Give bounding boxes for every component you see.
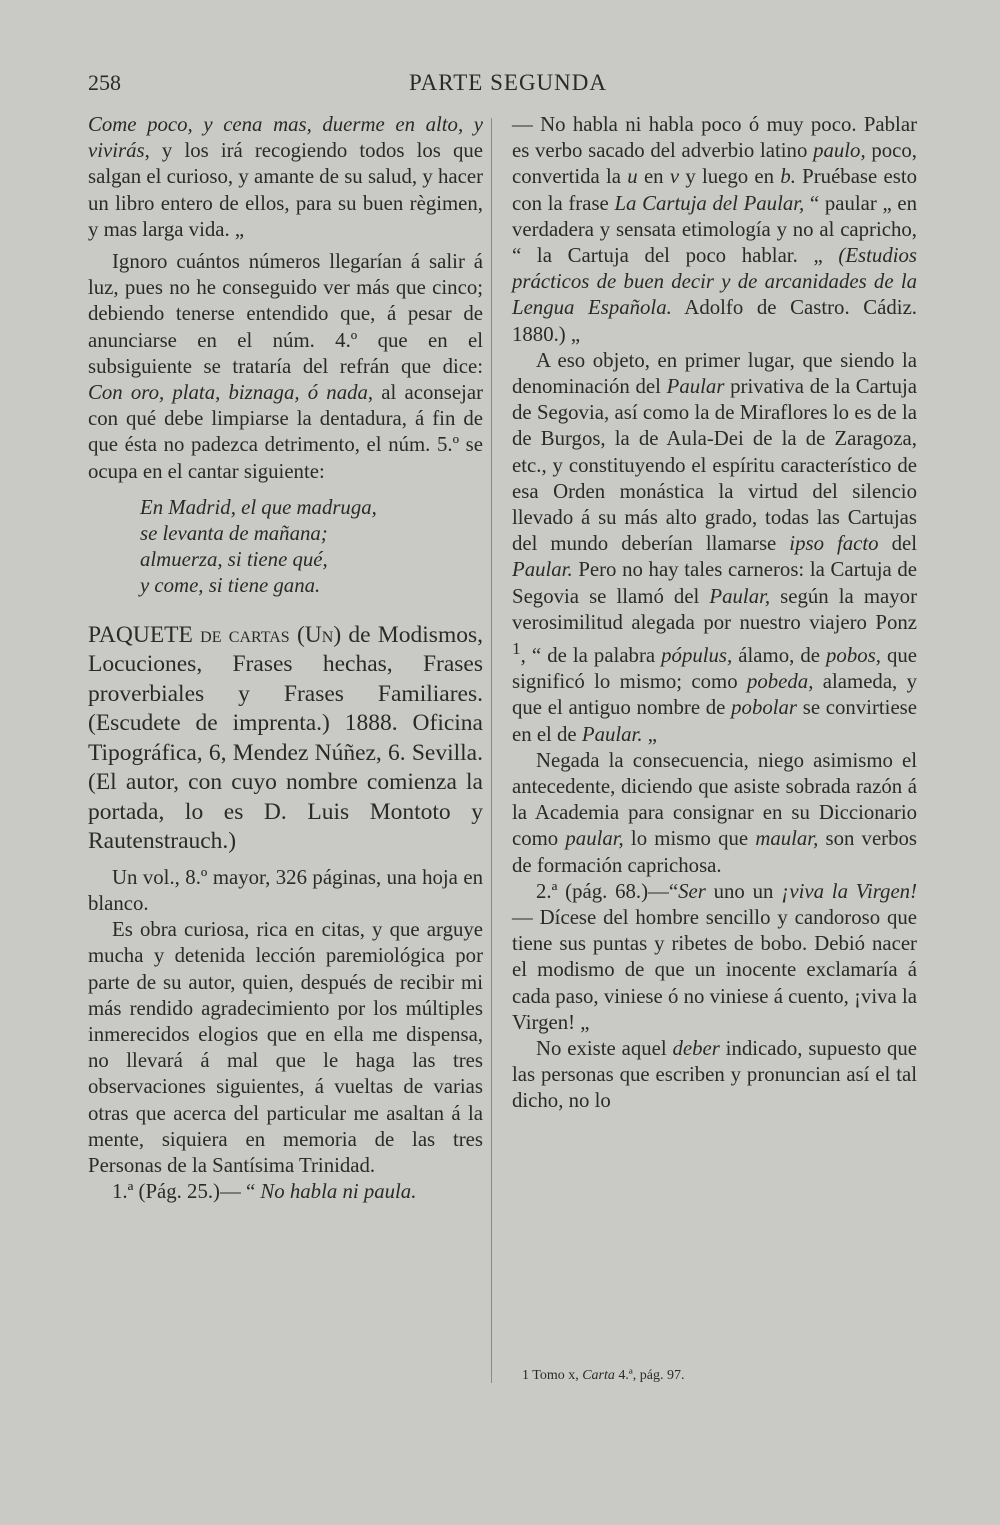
italic-text: Paular, <box>709 584 771 608</box>
column-divider <box>491 118 492 1383</box>
text-span: Ignoro cuántos números llegarían á salir á luz, pues no he conseguido ver más que cinco; debiendo tenerse entendido que, á pesar de anunciarse en el núm. 4.º que en el subsiguiente se trataría del refrán que dice: <box>88 250 483 378</box>
italic-text: b. <box>780 165 796 189</box>
italic-text: paular, <box>565 827 624 851</box>
paragraph <box>512 348 917 748</box>
left-column <box>88 112 483 1205</box>
footnote <box>522 1368 684 1384</box>
text-span: 1.ª (Pág. 25.)— “ <box>112 1180 261 1204</box>
paragraph <box>512 879 917 1036</box>
italic-text: Paular. <box>581 722 643 746</box>
paragraph <box>512 112 917 348</box>
text-span: son verbos de formación caprichosa. <box>512 827 917 877</box>
verse-block <box>140 495 483 599</box>
page-header <box>88 70 928 104</box>
text-span: 4.ª, pág. 97. <box>614 1368 685 1383</box>
italic-text: pópulus, <box>661 643 733 667</box>
italic-text: Carta <box>582 1368 615 1383</box>
text-span: se convirtiese en el de <box>512 696 918 746</box>
text-span: y luego en <box>679 165 781 189</box>
paragraph: Es obra curiosa, rica en citas, y que arguye mucha y detenida lección paremiológica por parte de su autor, quien, después de recibir mi más rendido agradecimiento por los múltiples inmerecidos elogios que en ella me dispensa, no llevará á mal que le haga las tres observaciones siguientes, á vueltas de varias otras que acerca del particular me asaltan á la mente, siquiera en memoria de las tres Personas de la Santísima Trinidad. <box>88 918 483 1178</box>
paragraph <box>88 112 483 243</box>
paragraph <box>88 1179 483 1205</box>
text-span: „ <box>642 722 657 746</box>
verse-line: En Madrid, el que madruga, <box>140 495 377 519</box>
italic-text: Ser <box>678 879 706 903</box>
italic-text: Con oro, plata, biznaga, ó nada <box>88 381 368 405</box>
italic-text: Paular <box>666 375 725 399</box>
text-span: del <box>878 532 918 556</box>
text-span: Negada la consecuencia, niego asimismo el antecedente, diciendo que asiste sobrada razón á la Academia para consignar en su Diccionario como <box>512 748 917 851</box>
italic-text: Paular. <box>512 558 573 582</box>
text-span: privativa de la Cartuja de Segovia, así como la de Miraflores lo es de la de Burgos, la de Aula-Dei de la de Zaragoza, etc., y constituyendo el espíritu característico de esa Orden monástica la virtud del silencio llevado á su más alto grado, todas las Cartujas del mundo deberían llamarse <box>512 375 917 556</box>
text-span: , al aconsejar con qué debe limpiarse la dentadura, á fin de que ésta no padezca detrimento, el núm. 5.º se ocupa en el cantar siguiente: <box>88 381 483 483</box>
text-span: ) de Modismos, Locuciones, Frases hechas, Frases proverbiales y Frases Familiares. (Escudete de imprenta.) 1888. Oficina Tipográfica, 6, Mendez Núñez, 6. Sevilla. (El autor, con cuyo nombre comienza la portada, lo es D. Luis Montoto y Rautenstrauch.) <box>88 621 483 855</box>
italic-text: pobeda, <box>746 670 814 694</box>
text-span: lo mismo que <box>623 827 756 851</box>
italic-text: (Estudios prácticos de buen decir y de arcanidades de la Lengua Española. <box>512 244 917 320</box>
text-span: poco, convertida la <box>512 139 917 189</box>
verse-line: y come, si tiene gana. <box>140 573 321 597</box>
italic-text: ¡viva la Virgen! <box>781 879 917 903</box>
text-span: álamo, de <box>732 643 827 667</box>
page-number: 258 <box>88 70 121 95</box>
verse-line: almuerza, si tiene qué, <box>140 547 328 571</box>
italic-text: Come poco, y cena mas, duerme en alto, y vivirás <box>88 113 483 163</box>
text-span: No existe aquel <box>536 1037 673 1061</box>
text-span: PAQUETE <box>88 621 201 648</box>
italic-text: maular, <box>755 827 819 851</box>
text-span: , “ de la palabra <box>520 643 662 667</box>
italic-text: v <box>669 165 680 189</box>
paragraph <box>88 249 483 485</box>
verse-line: se levanta de mañana; <box>140 521 328 545</box>
text-span: (U <box>289 621 322 648</box>
text-span: uno un <box>705 879 782 903</box>
text-span: alameda, y que el antiguo nombre de <box>512 670 918 720</box>
text-span: A eso objeto, en primer lugar, que siendo la denominación del <box>512 348 917 399</box>
text-span: según la mayor verosimilitud alegada por nuestro viajero Ponz <box>512 584 917 634</box>
paragraph <box>512 748 917 879</box>
text-span: en <box>637 165 670 189</box>
text-span: “ paular „ en verdadera y sensata etimología y no al capricho, “ la Cartuja del poco hablar. „ <box>512 191 917 268</box>
italic-text: No habla ni paula. <box>260 1180 417 1204</box>
paragraph <box>512 1036 917 1115</box>
italic-text: pobos, <box>826 643 881 667</box>
text-span: — Dícese del hombre sencillo y candoroso que tiene sus puntas y ribetes de bobo. Debió nacer el modismo de que un inocente exclamaría á cada paso, viniese ó no viniese á cuento, ¡viva la Virgen! „ <box>512 906 917 1034</box>
bibliographic-entry <box>88 621 483 857</box>
small-caps-text: de cartas <box>200 621 290 648</box>
text-span: 2.ª (pág. 68.)—“ <box>536 879 679 903</box>
text-span: Pruébase esto con la frase <box>512 165 917 215</box>
running-title: PARTE SEGUNDA <box>409 70 607 95</box>
text-span: , y los irá recogiendo todos los que salgan el curioso, y amante de su salud, y hacer un libro entero de ellos, para su buen règimen, y mas larga vida. „ <box>88 139 483 241</box>
small-caps-text: n <box>321 621 334 648</box>
text-span: — No habla ni habla poco ó muy poco. Pablar es verbo sacado del adverbio latino <box>512 113 917 163</box>
italic-text: La Cartuja del Paular, <box>614 191 805 215</box>
text-span: 1 Tomo x, <box>522 1368 583 1383</box>
italic-text: deber <box>672 1037 720 1061</box>
italic-text: ipso facto <box>789 532 879 556</box>
italic-text: pobolar <box>731 696 798 720</box>
italic-text: paulo, <box>813 139 866 163</box>
right-column <box>512 112 917 1115</box>
footnote-marker: 1 <box>512 639 521 659</box>
paragraph: Un vol., 8.º mayor, 326 páginas, una hoja en blanco. <box>88 865 483 916</box>
text-span: Adolfo de Castro. Cádiz. 1880.) „ <box>512 296 918 346</box>
text-span: Pero no hay tales carneros: la Cartuja de Segovia se llamó del <box>512 558 917 608</box>
italic-text: u <box>627 165 638 189</box>
text-span: indicado, supuesto que las personas que escriben y pronuncian así el tal dicho, no lo <box>512 1037 917 1113</box>
text-span: que significó lo mismo; como <box>512 643 917 694</box>
